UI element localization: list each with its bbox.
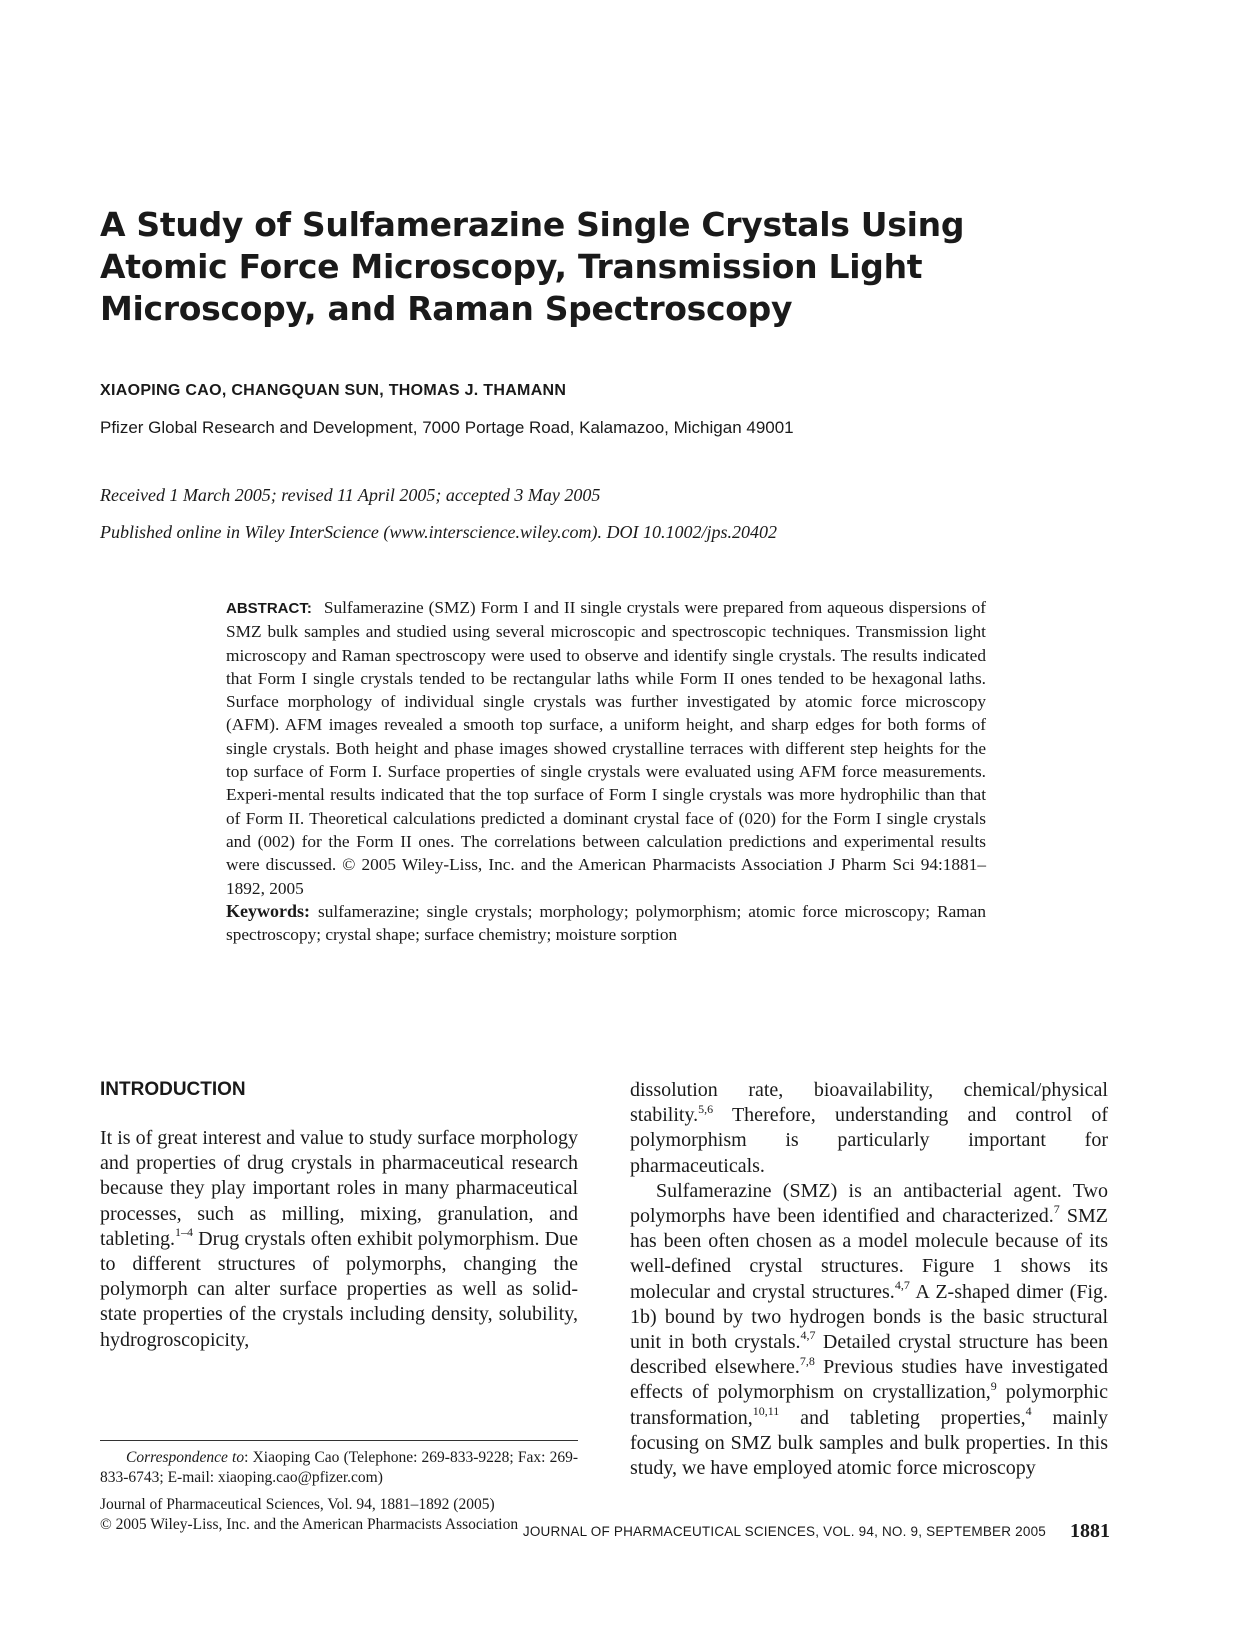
article-title xyxy=(100,204,965,330)
citation-ref: 5,6 xyxy=(698,1101,714,1116)
paragraph-text: Therefore, understanding and control of polymorphism is particularly important for pharmaceuticals. xyxy=(630,1104,1108,1177)
intro-paragraph-2 xyxy=(630,1179,1108,1481)
right-column xyxy=(630,1078,1108,1481)
citation-ref: 1–4 xyxy=(174,1225,193,1240)
paragraph-text: Previous studies have investigated effects of polymorphism on crystallization, xyxy=(630,1356,1108,1404)
affiliation: Pfizer Global Research and Development, 7000 Portage Road, Kalamazoo, Michigan 49001 xyxy=(100,418,794,437)
citation-ref: 4,7 xyxy=(894,1277,910,1292)
abstract-block xyxy=(226,596,986,946)
paragraph-text: It is of great interest and value to study surface morphology and properties of drug crystals in pharmaceutical research because they play important roles in many pharmaceutical processes, such as milling, mixing, granulation, and tableting. xyxy=(100,1127,578,1250)
paragraph-text: mainly focusing on SMZ bulk samples and bulk properties. In this study, we have employed atomic force microscopy xyxy=(630,1406,1108,1480)
correspondence-label: Correspondence to xyxy=(126,1449,245,1466)
correspondence-note xyxy=(100,1448,578,1487)
paragraph-text: Detailed crystal structure has been described elsewhere. xyxy=(630,1331,1108,1379)
publication-info: Published online in Wiley InterScience (www.interscience.wiley.com). DOI 10.1002/jps.20402 xyxy=(100,522,778,542)
citation-ref: 7 xyxy=(1053,1202,1060,1217)
citation-ref: 10,11 xyxy=(752,1403,780,1418)
footnote-divider xyxy=(100,1440,578,1441)
article-history-dates: Received 1 March 2005; revised 11 April 2005; accepted 3 May 2005 xyxy=(100,485,601,505)
paragraph-text: polymorphic transformation, xyxy=(630,1381,1108,1429)
paragraph-text: SMZ has been often chosen as a model molecule because of its well-defined crystal structures. Figure 1 shows its molecular and crystal structures. xyxy=(630,1205,1109,1303)
paragraph-text: dissolution rate, bioavailability, chemical/physical stability. xyxy=(630,1079,1108,1127)
intro-paragraph-1 xyxy=(100,1126,578,1353)
author-list: XIAOPING CAO, CHANGQUAN SUN, THOMAS J. THAMANN xyxy=(100,382,567,399)
paragraph-text: A Z-shaped dimer (Fig. 1b) bound by two hydrogen bonds is the basic structural unit in both crystals. xyxy=(630,1280,1108,1354)
page-number: 1881 xyxy=(1070,1520,1110,1542)
footer-journal-name: JOURNAL OF PHARMACEUTICAL SCIENCES, VOL. 94, NO. 9, SEPTEMBER 2005 xyxy=(522,1524,1046,1539)
section-heading-introduction: INTRODUCTION xyxy=(100,1079,246,1100)
citation-ref: 9 xyxy=(990,1378,997,1393)
paragraph-text: and tableting properties, xyxy=(779,1406,1026,1429)
left-column xyxy=(100,1078,578,1353)
citation-ref: 4,7 xyxy=(800,1328,816,1343)
abstract-copyright: © 2005 Wiley-Liss, Inc. and the American Pharmacists Association J Pharm Sci 94:1881–1892, 2005 xyxy=(226,855,986,898)
journal-copyright: © 2005 Wiley-Liss, Inc. and the American Pharmacists Association xyxy=(100,1515,519,1533)
keywords-label: Keywords: xyxy=(226,900,310,921)
title-line: A Study of Sulfamerazine Single Crystals Using xyxy=(100,205,965,244)
paragraph-text: Drug crystals often exhibit polymorphism. Due to different structures of polymorphs, changing the polymorph can alter surface properties as well as solid-state properties of the crystals including density, solubility, hydrogroscopicity, xyxy=(100,1227,578,1351)
abstract-text: Sulfamerazine (SMZ) Form I and II single crystals were prepared from aqueous dispersions of SMZ bulk samples and studied using several microscopic and spectroscopic techniques. Transmission light microscopy and Raman spectroscopy were used to observe and identify single crystals. The results indicated that Form I single crystals tended to be rectangular laths while Form II ones tended to be hexagonal laths. Surface morphology of individual single crystals was further investigated by atomic force microscopy (AFM). AFM images revealed a smooth top surface, a uniform height, and sharp edges for both forms of single crystals. Both height and phase images showed crystalline terraces with different step heights for the top surface of Form I. Surface properties of single crystals were evaluated using AFM force measurements. Experi-mental results indicated that the top surface of Form I single crystals was more hydrophilic than that of Form II. Theoretical calculations predicted a dominant crystal face of (020) for the Form I single crystals and (002) for the Form II ones. The correlations between calculation predictions and experimental results were discussed. xyxy=(226,598,986,875)
journal-citation: Journal of Pharmaceutical Sciences, Vol. 94, 1881–1892 (2005) xyxy=(100,1496,495,1513)
paragraph-text: Sulfamerazine (SMZ) is an antibacterial agent. Two polymorphs have been identified and characterized. xyxy=(630,1179,1108,1228)
intro-paragraph-1-continued xyxy=(630,1078,1108,1179)
page-footer xyxy=(500,1520,1110,1543)
title-line: Atomic Force Microscopy, Transmission Light xyxy=(100,247,923,286)
citation-ref: 7,8 xyxy=(799,1353,815,1368)
keywords-text: sulfamerazine; single crystals; morphology; polymorphism; atomic force microscopy; Raman spectroscopy; crystal shape; surface chemistry; moisture sorption xyxy=(226,901,986,945)
abstract-label: ABSTRACT: xyxy=(226,600,312,617)
citation-ref: 4 xyxy=(1025,1403,1032,1418)
correspondence-text: : Xiaoping Cao (Telephone: 269-833-9228; Fax: 269-833-6743; E-mail: xiaoping.cao@pfizer.com) xyxy=(100,1449,578,1486)
title-line: Microscopy, and Raman Spectroscopy xyxy=(100,289,793,328)
